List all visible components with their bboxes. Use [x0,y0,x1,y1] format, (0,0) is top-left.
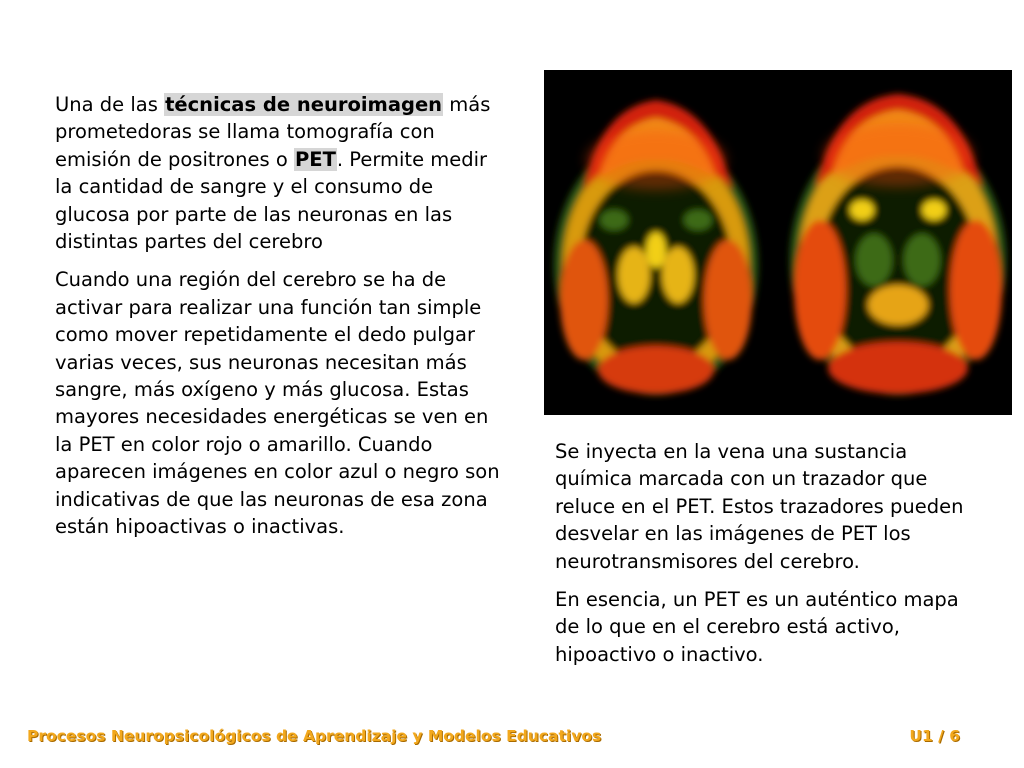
footer-page-number: U1 / 6 [909,727,960,745]
summary-paragraph: En esencia, un PET es un auténtico mapa de lo que en el cerebro está activo, hipoactivo o inactivo. [555,588,959,666]
pet-term: PET [294,147,336,171]
intro-paragraph [55,91,507,255]
pet-scan-image [544,70,1012,415]
neuroimaging-term: técnicas de neuroimagen [165,93,443,116]
tracer-paragraph: Se inyecta en la vena una sustancia química marcada con un trazador que reluce en el PET. Estos trazadores pueden desvelar en las imágenes de PET los neurotransmisores del cerebro. [555,440,964,573]
intro-tail: . Permite medir la cantidad de sangre y el consumo de glucosa por parte de las neuronas en las distintas partes del cerebro [55,147,488,254]
footer-course-title: Procesos Neuropsicológicos de Aprendizaje y Modelos Educativos [27,727,602,745]
intro-middle: más prometedoras se llama tomografía con emisión de positrones o [55,93,491,171]
right-text-column [555,438,975,679]
intro-lead: Una de las [55,93,165,116]
left-text-column [55,91,507,552]
activation-paragraph: Cuando una región del cerebro se ha de activar para realizar una función tan simple como mover repetidamente el dedo pulgar varias veces, sus neuronas necesitan más sangre, más oxígeno y más glucosa. Estas mayores necesidades energéticas se ven en la PET en color rojo o amarillo. Cuando aparecen imágenes en color azul o negro son indicativas de que las neuronas de esa zona están hipoactivas o inactivas. [55,268,500,539]
